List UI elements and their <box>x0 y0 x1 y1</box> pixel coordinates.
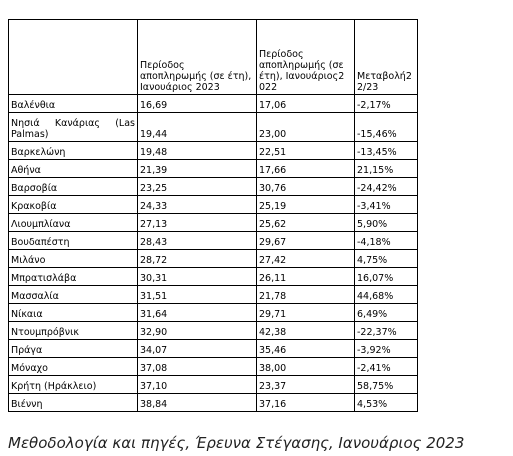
table-row <box>9 286 418 304</box>
table-row <box>9 376 418 394</box>
payback-2022-cell: 23,00 <box>257 113 355 142</box>
city-cell: Μόναχο <box>9 358 138 376</box>
change-cell: 4,75% <box>355 250 418 268</box>
change-cell: -15,46% <box>355 113 418 142</box>
change-cell: 58,75% <box>355 376 418 394</box>
payback-2023-cell: 31,64 <box>138 304 257 322</box>
table-row <box>9 394 418 412</box>
table-row <box>9 214 418 232</box>
header-payback-2022: Περίοδος αποπληρωμής (σε έτη), Ιανουάριος2 022 <box>257 20 355 95</box>
payback-2023-cell: 19,44 <box>138 113 257 142</box>
payback-2022-cell: 21,78 <box>257 286 355 304</box>
payback-2022-cell: 17,06 <box>257 95 355 113</box>
table-row <box>9 196 418 214</box>
city-cell: Βαλένθια <box>9 95 138 113</box>
payback-2022-cell: 25,19 <box>257 196 355 214</box>
change-cell: -13,45% <box>355 142 418 160</box>
header-row <box>9 20 418 95</box>
payback-2022-cell: 23,37 <box>257 376 355 394</box>
change-cell: -2,17% <box>355 95 418 113</box>
city-cell: Πράγα <box>9 340 138 358</box>
change-cell: -22,37% <box>355 322 418 340</box>
payback-2022-cell: 30,76 <box>257 178 355 196</box>
change-cell: 6,49% <box>355 304 418 322</box>
change-cell: 5,90% <box>355 214 418 232</box>
city-cell: Κρακοβία <box>9 196 138 214</box>
table-row <box>9 358 418 376</box>
table-row <box>9 304 418 322</box>
payback-2022-cell: 26,11 <box>257 268 355 286</box>
table-row <box>9 142 418 160</box>
change-cell: -2,41% <box>355 358 418 376</box>
payback-2023-cell: 24,33 <box>138 196 257 214</box>
payback-2023-cell: 37,08 <box>138 358 257 376</box>
payback-2023-cell: 19,48 <box>138 142 257 160</box>
table-row <box>9 340 418 358</box>
payback-2023-cell: 16,69 <box>138 95 257 113</box>
payback-2022-cell: 35,46 <box>257 340 355 358</box>
payback-2023-cell: 27,13 <box>138 214 257 232</box>
city-cell: Μασσαλία <box>9 286 138 304</box>
city-cell: Ντουμπρόβνικ <box>9 322 138 340</box>
payback-table <box>8 19 418 412</box>
change-cell: 44,68% <box>355 286 418 304</box>
payback-2022-cell: 29,67 <box>257 232 355 250</box>
payback-2022-cell: 25,62 <box>257 214 355 232</box>
payback-2023-cell: 28,43 <box>138 232 257 250</box>
payback-2022-cell: 17,66 <box>257 160 355 178</box>
table-body <box>9 20 418 412</box>
payback-2023-cell: 30,31 <box>138 268 257 286</box>
change-cell: -3,92% <box>355 340 418 358</box>
payback-2022-cell: 29,71 <box>257 304 355 322</box>
table-row <box>9 268 418 286</box>
change-cell: -3,41% <box>355 196 418 214</box>
city-cell: Βουδαπέστη <box>9 232 138 250</box>
city-cell: Κρήτη (Ηράκλειο) <box>9 376 138 394</box>
payback-2023-cell: 38,84 <box>138 394 257 412</box>
payback-2022-cell: 37,16 <box>257 394 355 412</box>
header-city <box>9 20 138 95</box>
payback-2023-cell: 28,72 <box>138 250 257 268</box>
payback-2022-cell: 38,00 <box>257 358 355 376</box>
change-cell: 4,53% <box>355 394 418 412</box>
payback-2023-cell: 23,25 <box>138 178 257 196</box>
table-row <box>9 232 418 250</box>
table-row <box>9 322 418 340</box>
payback-2023-cell: 21,39 <box>138 160 257 178</box>
table-row <box>9 178 418 196</box>
header-change: Μεταβολή2 2/23 <box>355 20 418 95</box>
change-cell: -24,42% <box>355 178 418 196</box>
methodology-caption: Μεθοδολογία και πηγές, Έρευνα Στέγασης, Ιανουάριος 2023 <box>8 434 465 452</box>
city-cell: Βαρσοβία <box>9 178 138 196</box>
payback-2022-cell: 42,38 <box>257 322 355 340</box>
table-row <box>9 250 418 268</box>
table-row <box>9 95 418 113</box>
city-cell: Νησιά Κανάριας (Las Palmas) <box>9 113 138 142</box>
payback-2022-cell: 22,51 <box>257 142 355 160</box>
city-cell: Αθήνα <box>9 160 138 178</box>
change-cell: 21,15% <box>355 160 418 178</box>
change-cell: 16,07% <box>355 268 418 286</box>
city-cell: Βαρκελώνη <box>9 142 138 160</box>
city-cell: Νίκαια <box>9 304 138 322</box>
payback-2023-cell: 37,10 <box>138 376 257 394</box>
payback-2023-cell: 31,51 <box>138 286 257 304</box>
city-cell: Βιέννη <box>9 394 138 412</box>
payback-2022-cell: 27,42 <box>257 250 355 268</box>
table-row <box>9 113 418 142</box>
payback-2023-cell: 32,90 <box>138 322 257 340</box>
city-cell: Μιλάνο <box>9 250 138 268</box>
header-payback-2023: Περίοδος αποπληρωμής (σε έτη), Ιανουάριος 2023 <box>138 20 257 95</box>
city-cell: Λιουμπλίανα <box>9 214 138 232</box>
payback-2023-cell: 34,07 <box>138 340 257 358</box>
city-cell: Μπρατισλάβα <box>9 268 138 286</box>
change-cell: -4,18% <box>355 232 418 250</box>
table-row <box>9 160 418 178</box>
